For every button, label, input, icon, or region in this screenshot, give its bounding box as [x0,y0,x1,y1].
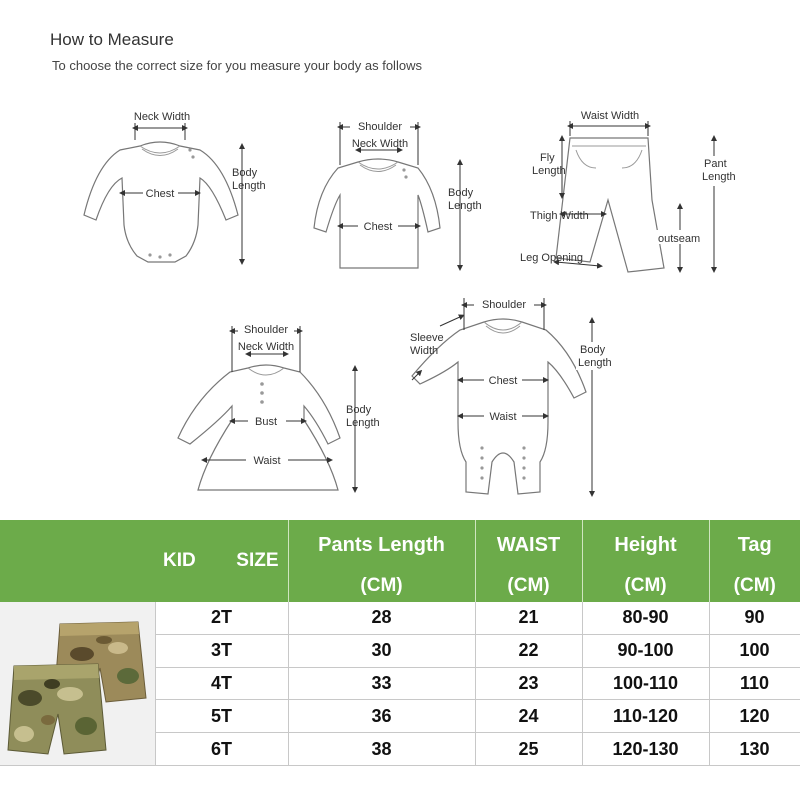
header-waist: WAIST [475,520,582,570]
cell-waist: 21 [475,602,582,634]
cell-height: 120-130 [582,733,709,766]
cell-size: 4T [155,667,288,700]
header-tag: Tag [709,520,800,570]
top-diagram [314,119,482,268]
romper-diagram [410,297,620,494]
cell-waist: 22 [475,634,582,667]
cell-height: 90-100 [582,634,709,667]
unit-tag: (CM) [709,570,800,602]
top-chest-label: Chest [363,221,393,233]
header-height: Height [582,520,709,570]
bodysuit-body-length-label: Body [232,167,258,179]
header-size-label: SIZE [236,550,279,571]
pants-waist-width-label: Waist Width [580,110,640,122]
cell-pants-length: 36 [288,700,475,733]
size-chart-header-row [0,520,800,570]
dress-body-length-label-2: Length [346,417,380,429]
bodysuit-diagram [84,111,266,262]
header-blank [0,520,155,602]
cell-pants-length: 28 [288,602,475,634]
header-pants-length: Pants Length [288,520,475,570]
cell-waist: 23 [475,667,582,700]
dress-neck-width-label: Neck Width [237,341,295,353]
pants-fly-length-label-2: Length [532,165,566,177]
camouflage-shorts-image [0,602,155,760]
cell-height: 80-90 [582,602,709,634]
cell-tag: 100 [709,634,800,667]
page-subtitle: To choose the correct size for you measure your body as follows [52,58,422,73]
cell-pants-length: 38 [288,733,475,766]
cell-size: 5T [155,700,288,733]
dress-diagram [178,322,380,490]
romper-waist-label: Waist [489,411,517,423]
bodysuit-neck-width-label: Neck Width [133,111,191,123]
romper-shoulder-label: Shoulder [481,299,527,311]
unit-waist: (CM) [475,570,582,602]
romper-sleeve-width-label-2: Width [410,345,439,357]
pants-pant-length-label-2: Length [702,171,736,183]
romper-sleeve-width-label: Sleeve [410,332,444,344]
cell-pants-length: 30 [288,634,475,667]
cell-height: 110-120 [582,700,709,733]
cell-waist: 25 [475,733,582,766]
size-chart [0,520,800,782]
dress-shoulder-label: Shoulder [243,324,289,336]
bodysuit-body-length-label-2: Length [232,180,266,192]
cell-tag: 120 [709,700,800,733]
top-body-length-label-2: Length [448,200,482,212]
unit-height: (CM) [582,570,709,602]
size-chart-table [0,520,800,766]
bodysuit-outline [84,142,238,262]
romper-body-length-label: Body [580,344,606,356]
pants-leg-opening-label: Leg Opening [520,252,583,264]
unit-pants-length: (CM) [288,570,475,602]
cell-size: 6T [155,733,288,766]
pants-fly-length-label: Fly [540,152,555,164]
header-kid-size [155,520,288,602]
romper-body-length-label-2: Length [578,357,612,369]
top-shoulder-label: Shoulder [357,121,403,133]
product-image-cell [0,602,155,766]
pants-pant-length-label: Pant [704,158,727,170]
cell-tag: 130 [709,733,800,766]
pants-outseam-label: outseam [658,233,701,245]
cell-tag: 90 [709,602,800,634]
dress-bust-label: Bust [254,416,278,428]
pants-thigh-width-label: Thigh Width [530,210,589,222]
pants-diagram [520,110,742,272]
top-outline [314,159,440,268]
cell-height: 100-110 [582,667,709,700]
cell-waist: 24 [475,700,582,733]
cell-size: 2T [155,602,288,634]
header-kid-label: KID [163,550,196,571]
dress-waist-label: Waist [253,455,281,467]
cell-tag: 110 [709,667,800,700]
cell-size: 3T [155,634,288,667]
page-title: How to Measure [50,30,174,49]
dress-body-length-label: Body [346,404,372,416]
cell-pants-length: 33 [288,667,475,700]
bodysuit-chest-label: Chest [145,188,175,200]
romper-chest-label: Chest [488,375,518,387]
top-neck-width-label: Neck Width [351,138,409,150]
table-row [0,602,800,634]
top-body-length-label: Body [448,187,474,199]
